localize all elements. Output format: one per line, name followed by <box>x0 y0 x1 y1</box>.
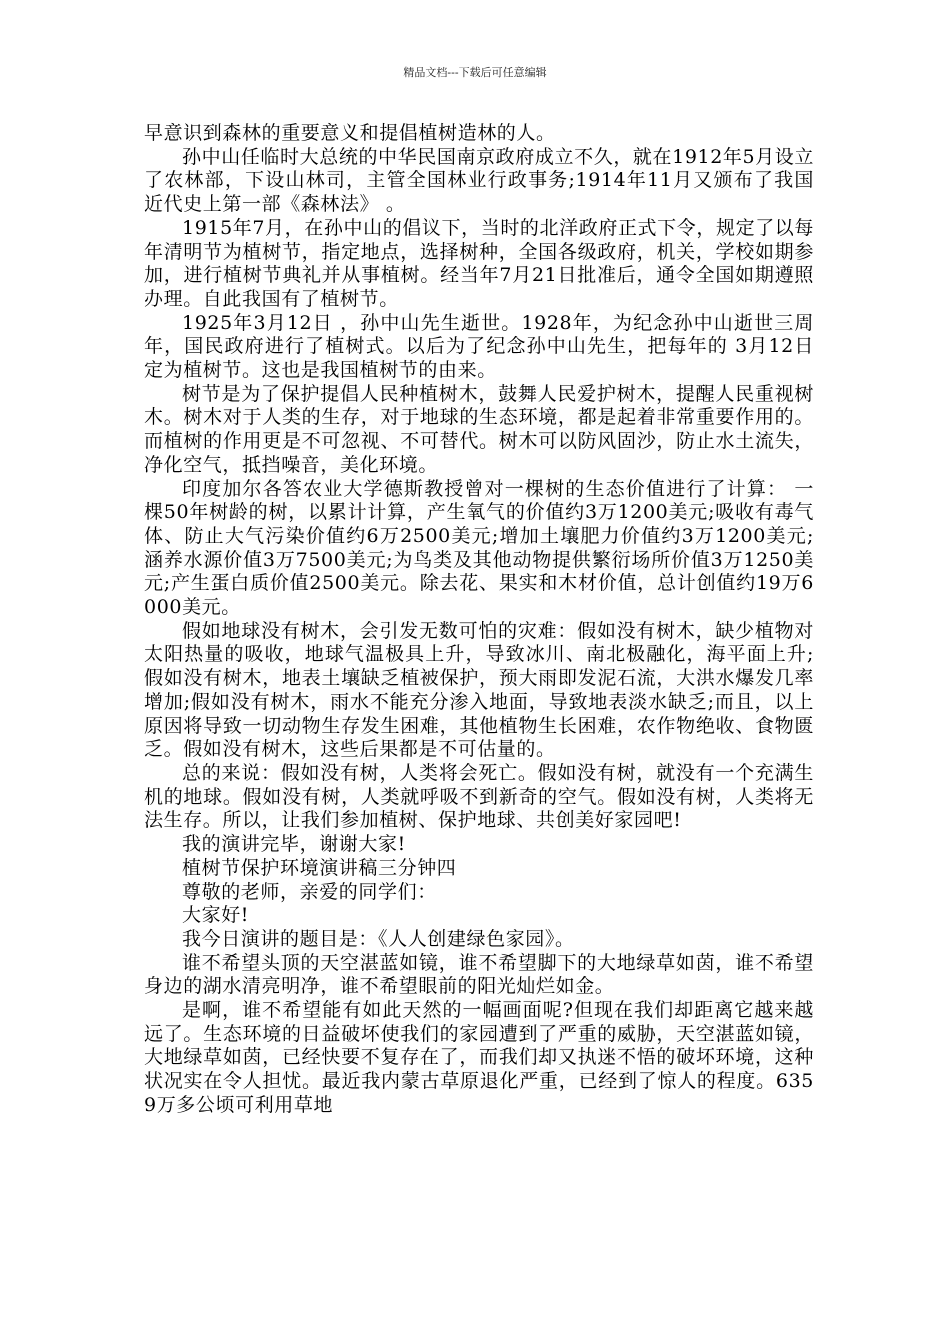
paragraph-greeting: 大家好! <box>182 904 250 927</box>
paragraph-tree-value-calculation: 印度加尔各答农业大学德斯教授曾对一棵树的生态价值进行了计算： 一棵50年树龄的树，以累计计算，产生氧气的价值约3万1200美元;吸收有毒气体、防止大气污染价值约6万2500美元;增加土壤肥力价值约3万1200美元;涵养水源价值3万7500美元;为鸟类及其他动物提供繁衍场所价值3万1250美元;产生蛋白质价值2500美元。除去花、果实和木材价值，总计创值约19万6000美元。 <box>144 477 814 619</box>
paragraph-march-12-origin: 1925年3月12日 ，孙中山先生逝世。1928年，为纪念孙中山逝世三周年，国民政府进行了植树式。以后为了纪念孙中山先生，把每年的 3月12日 定为植树节。这也是我国植树节的由来。 <box>144 311 814 382</box>
paragraph-tree-day-1915: 1915年7月，在孙中山的倡议下，当时的北洋政府正式下令，规定了以每年清明节为植树节，指定地点，选择树种，全国各级政府，机关，学校如期参加，进行植树节典礼并从事植树。经当年7月21日批准后，通令全国如期遵照办理。自此我国有了植树节。 <box>144 216 814 310</box>
paragraph-environment-damage: 是啊，谁不希望能有如此天然的一幅画面呢?但现在我们却距离它越来越远了。生态环境的日益破坏使我们的家园遭到了严重的威胁，天空湛蓝如镜，大地绿草如茵，已经快要不复存在了，而我们却又执迷不悟的破坏环境，这种状况实在令人担忧。最近我内蒙古草原退化严重，已经到了惊人的程度。6359万多公顷可利用草地 <box>144 999 814 1116</box>
speech-title-four: 植树节保护环境演讲稿三分钟四 <box>182 856 457 879</box>
paragraph-continuation: 早意识到森林的重要意义和提倡植树造林的人。 <box>144 122 556 144</box>
paragraph-disasters-without-trees: 假如地球没有树木，会引发无数可怕的灾难：假如没有树木，缺少植物对太阳热量的吸收，地球气温极具上升，导致冰川、南北极融化，海平面上升;假如没有树木，地表土壤缺乏植被保护，预大雨即发泥石流，大洪水爆发几率增加;假如没有树木，雨水不能充分渗入地面，导致地表淡水缺乏;而且，以上原因将导致一切动物生存发生困难，其他植物生长困难，农作物绝收、食物匮乏。假如没有树木，这些后果都是不可估量的。 <box>144 619 814 761</box>
paragraph-conclusion: 总的来说：假如没有树，人类将会死亡。假如没有树，就没有一个充满生机的地球。假如没有树，人类就呼吸不到新奇的空气。假如没有树，人类将无法生存。所以，让我们参加植树、保护地球、共创美好家园吧! <box>144 761 814 832</box>
paragraph-salutation: 尊敬的老师，亲爱的同学们： <box>182 880 437 903</box>
paragraph-wishes: 谁不希望头顶的天空湛蓝如镜，谁不希望脚下的大地绿草如茵，谁不希望身边的湖水清亮明净，谁不希望眼前的阳光灿烂如金。 <box>144 951 814 998</box>
paragraph-tree-importance: 树节是为了保护提倡人民种植树木，鼓舞人民爱护树木，提醒人民重视树木。树木对于人类的生存，对于地球的生态环境，都是起着非常重要作用的。而植树的作用更是不可忽视、不可替代。树木可以防风固沙，防止水土流失，净化空气，抵挡噪音，美化环境。 <box>144 382 814 476</box>
paragraph-thanks: 我的演讲完毕，谢谢大家! <box>182 833 406 856</box>
page-header: 精品文档---下载后可任意编辑 <box>403 66 547 79</box>
paragraph-speech-topic: 我今日演讲的题目是：《人人创建绿色家园》。 <box>182 927 575 950</box>
document-body <box>144 122 814 1118</box>
paragraph-forestry-ministry: 孙中山任临时大总统的中华民国南京政府成立不久，就在1912年5月设立了农林部，下设山林司，主管全国林业行政事务;1914年11月又颁布了我国近代史上第一部《森林法》 。 <box>144 145 814 216</box>
